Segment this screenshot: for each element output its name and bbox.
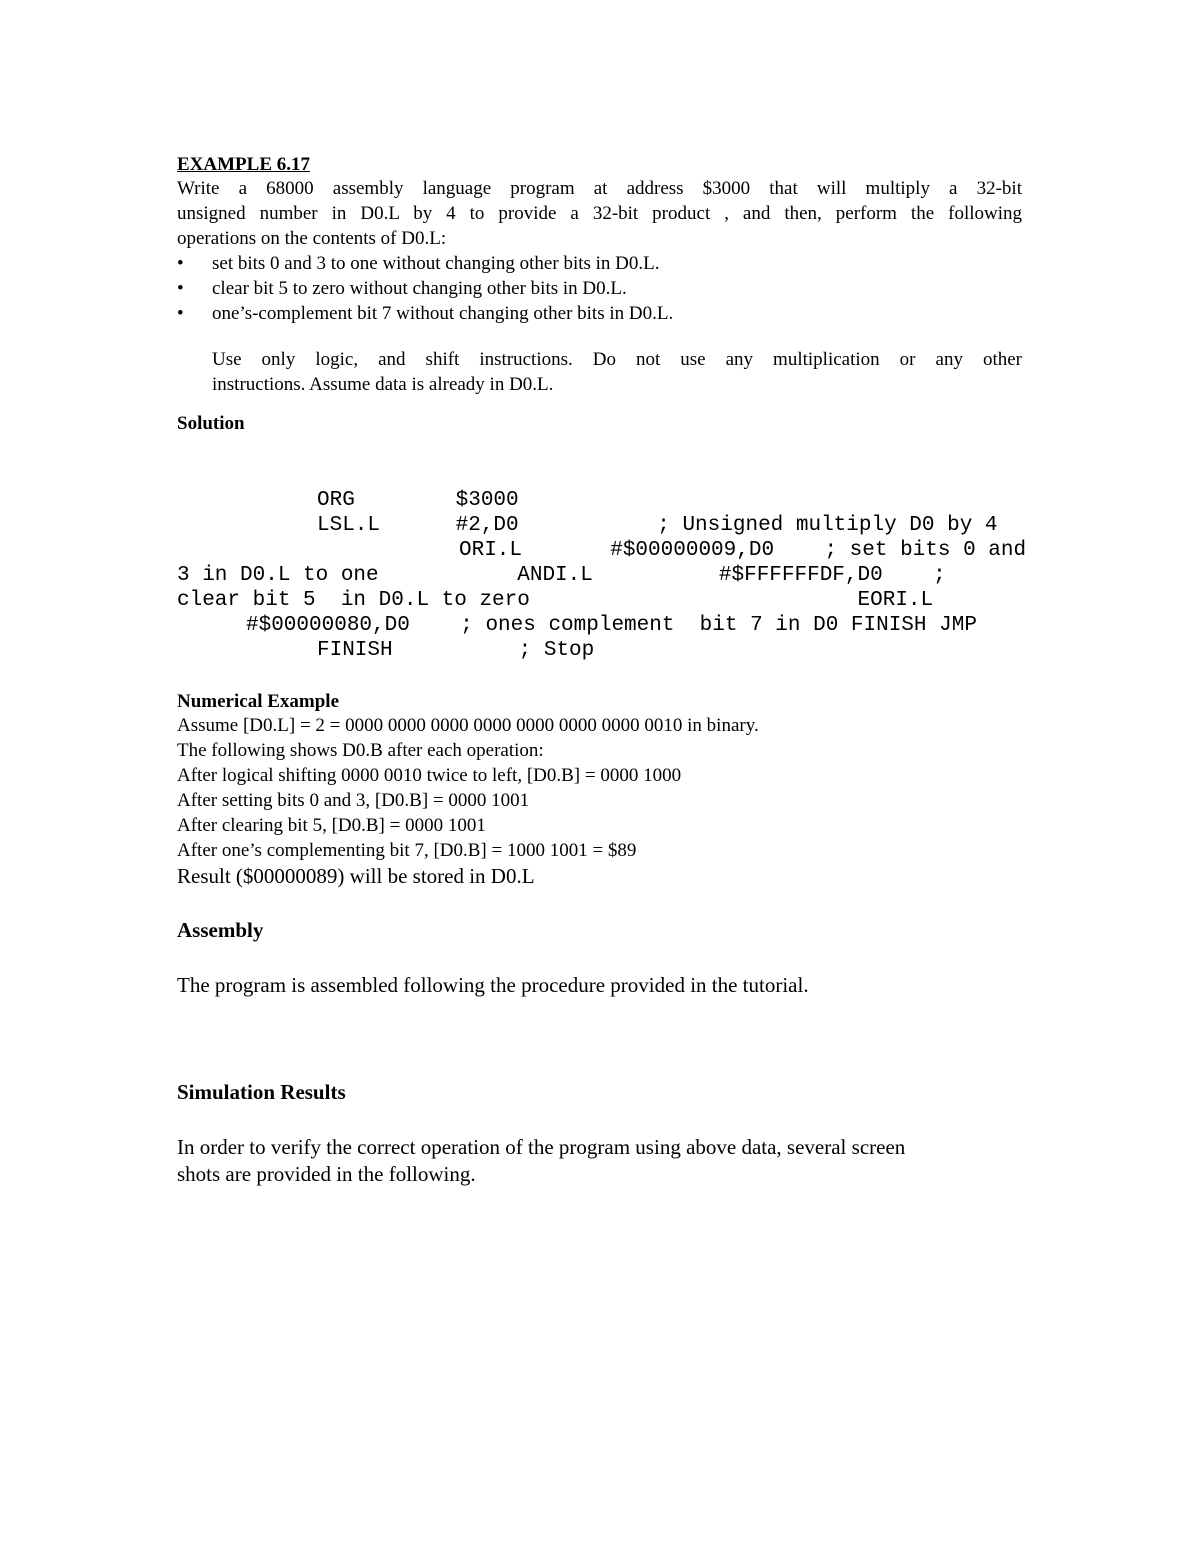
text-line: The following shows D0.B after each operation: bbox=[177, 740, 544, 761]
list-item: set bits 0 and 3 to one without changing other bits in D0.L. bbox=[212, 253, 660, 274]
assembly-text: The program is assembled following the procedure provided in the tutorial. bbox=[177, 973, 809, 997]
text-line: After setting bits 0 and 3, [D0.B] = 0000 1001 bbox=[177, 790, 530, 811]
note-line-2: instructions. Assume data is already in D0.L. bbox=[212, 374, 554, 395]
simulation-line-2: shots are provided in the following. bbox=[177, 1162, 476, 1186]
code-line: clear bit 5 in D0.L to zero EORI.L bbox=[177, 589, 934, 612]
code-line: FINISH ; Stop bbox=[317, 639, 595, 662]
code-line: ORG $3000 bbox=[317, 489, 519, 512]
text-line: Assume [D0.L] = 2 = 0000 0000 0000 0000 0000 0000 0000 0010 in binary. bbox=[177, 715, 759, 736]
code-line: #$00000080,D0 ; ones complement bit 7 in D0 FINISH JMP bbox=[246, 614, 977, 637]
solution-heading: Solution bbox=[177, 413, 245, 434]
list-item: one’s-complement bit 7 without changing other bits in D0.L. bbox=[212, 303, 674, 324]
intro-line-1: Write a 68000 assembly language program at address $3000 that will multiply a 32-bit bbox=[177, 178, 1022, 199]
text-line: After one’s complementing bit 7, [D0.B] = 1000 1001 = $89 bbox=[177, 840, 637, 861]
intro-line-2: unsigned number in D0.L by 4 to provide a 32-bit product , and then, perform the following bbox=[177, 203, 1022, 224]
list-item: clear bit 5 to zero without changing other bits in D0.L. bbox=[212, 278, 627, 299]
assembly-heading: Assembly bbox=[177, 918, 264, 942]
bullet-glyph: • bbox=[177, 303, 184, 324]
simulation-line-1: In order to verify the correct operation of the program using above data, several screen bbox=[177, 1135, 906, 1159]
numerical-example-heading: Numerical Example bbox=[177, 691, 340, 712]
simulation-results-heading: Simulation Results bbox=[177, 1080, 346, 1104]
bullet-glyph: • bbox=[177, 278, 184, 299]
example-title: EXAMPLE 6.17 bbox=[177, 154, 310, 175]
code-line: LSL.L #2,D0 ; Unsigned multiply D0 by 4 bbox=[317, 514, 998, 537]
bullet-glyph: • bbox=[177, 253, 184, 274]
intro-line-3: operations on the contents of D0.L: bbox=[177, 228, 447, 249]
note-line-1: Use only logic, and shift instructions. Do not use any multiplication or any other bbox=[212, 349, 1022, 370]
text-line: After logical shifting 0000 0010 twice to left, [D0.B] = 0000 1000 bbox=[177, 765, 682, 786]
code-line: ORI.L #$00000009,D0 ; set bits 0 and bbox=[459, 539, 1027, 562]
text-line: After clearing bit 5, [D0.B] = 0000 1001 bbox=[177, 815, 486, 836]
result-line: Result ($00000089) will be stored in D0.L bbox=[177, 864, 535, 888]
code-line: 3 in D0.L to one ANDI.L #$FFFFFFDF,D0 ; bbox=[177, 564, 946, 587]
